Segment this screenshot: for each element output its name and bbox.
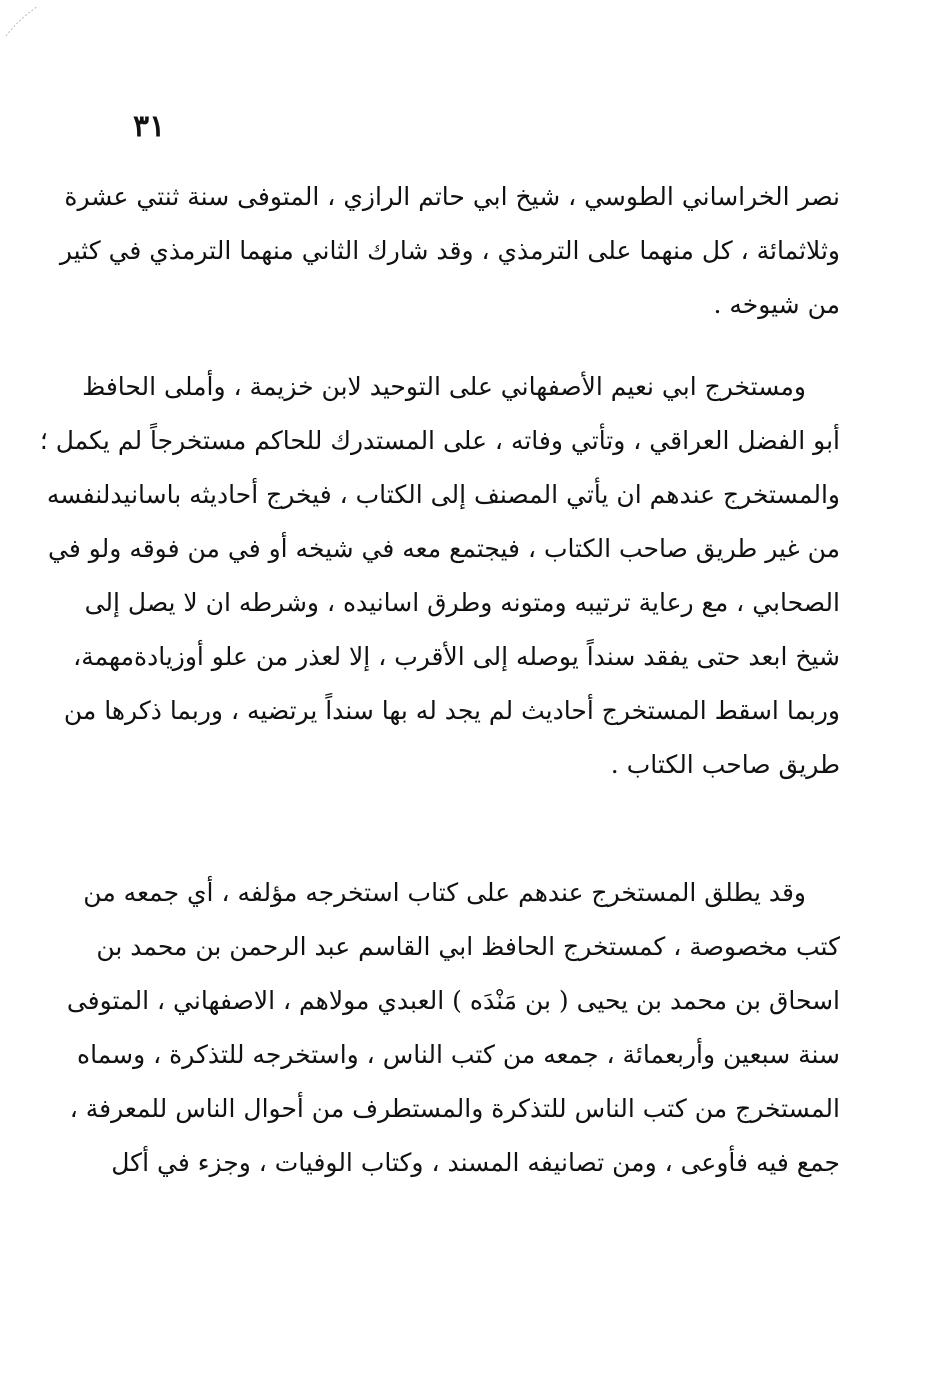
paragraph-2 xyxy=(39,360,840,792)
text-line: الصحابي ، مع رعاية ترتيبه ومتونه وطرق اسانيده ، وشرطه ان لا يصل إلى xyxy=(84,588,840,617)
text-line: من غير طريق صاحب الكتاب ، فيجتمع معه في شيخه أو في من فوقه ولو في xyxy=(48,534,840,563)
text-line: جمع فيه فأوعى ، ومن تصانيفه المسند ، وكتاب الوفيات ، وجزء في أكل xyxy=(111,1148,840,1177)
text-line: اسحاق بن محمد بن يحيى ( بن مَنْدَه ) العبدي مولاهم ، الاصفهاني ، المتوفى xyxy=(66,986,840,1015)
corner-scratch-mark xyxy=(4,2,44,42)
paragraph-3 xyxy=(66,866,840,1190)
text-line: من شيوخه . xyxy=(713,290,840,319)
text-line: وربما اسقط المستخرج أحاديث لم يجد له بها سنداً يرتضيه ، وربما ذكرها من xyxy=(63,696,840,725)
paragraph-1 xyxy=(59,170,840,332)
text-line: وثلاثمائة ، كل منهما على الترمذي ، وقد شارك الثاني منهما الترمذي في كثير xyxy=(59,236,840,265)
page-number: ٣١ xyxy=(133,109,166,144)
text-line: ومستخرج ابي نعيم الأصفهاني على التوحيد لابن خزيمة ، وأملى الحافظ xyxy=(82,372,806,401)
text-line: والمستخرج عندهم ان يأتي المصنف إلى الكتاب ، فيخرج أحاديثه باسانيدلنفسه xyxy=(46,480,840,509)
text-line: شيخ ابعد حتى يفقد سنداً يوصله إلى الأقرب ، إلا لعذر من علو أوزيادةمهمة، xyxy=(73,642,840,671)
text-line: أبو الفضل العراقي ، وتأتي وفاته ، على المستدرك للحاكم مستخرجاً لم يكمل ؛ xyxy=(39,426,840,455)
text-line: نصر الخراساني الطوسي ، شيخ ابي حاتم الرازي ، المتوفى سنة ثنتي عشرة xyxy=(64,182,840,211)
text-line: سنة سبعين وأربعمائة ، جمعه من كتب الناس ، واستخرجه للتذكرة ، وسماه xyxy=(76,1040,840,1069)
text-line: كتب مخصوصة ، كمستخرج الحافظ ابي القاسم عبد الرحمن بن محمد بن xyxy=(96,932,840,961)
text-line: المستخرج من كتب الناس للتذكرة والمستطرف من أحوال الناس للمعرفة ، xyxy=(69,1094,840,1123)
text-line: وقد يطلق المستخرج عندهم على كتاب استخرجه مؤلفه ، أي جمعه من xyxy=(83,878,806,907)
text-line: طريق صاحب الكتاب . xyxy=(610,750,840,779)
